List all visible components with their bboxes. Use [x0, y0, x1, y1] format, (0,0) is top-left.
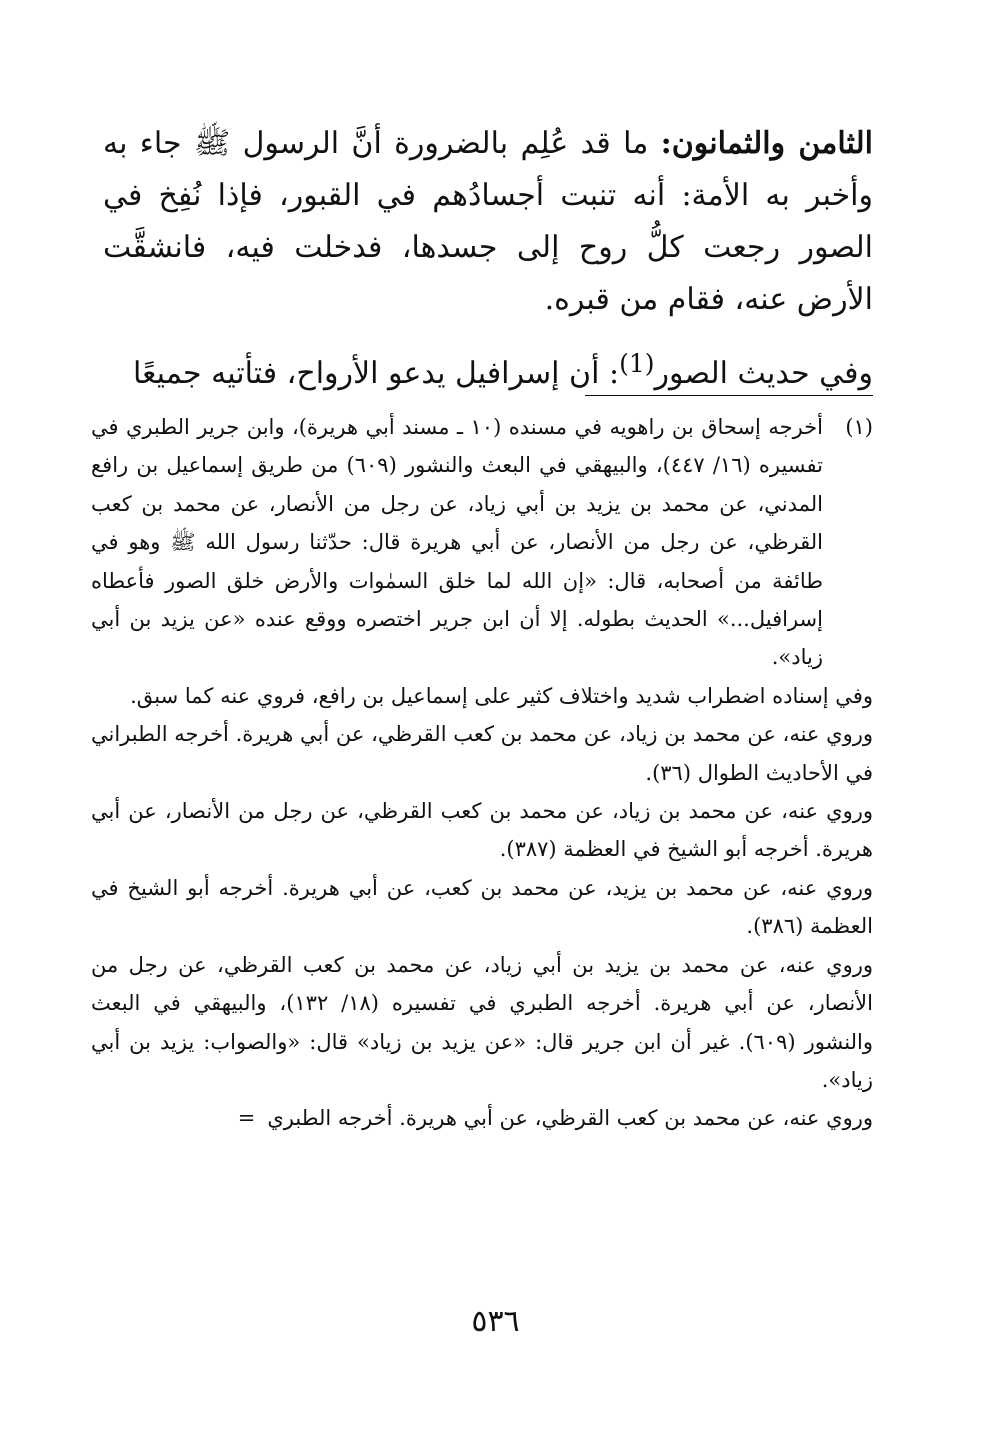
main-paragraph-2: [103, 338, 873, 400]
paragraph-2-end: : أن إسرافيل يدعو الأرواح، فتأتيه جميعًا: [133, 356, 620, 391]
footnote-number: (١): [845, 415, 873, 439]
continuation-mark: =: [237, 1106, 256, 1131]
page-number: ٥٣٦: [471, 1304, 520, 1339]
footnotes: [91, 408, 873, 1138]
paragraph-1-body: ما قد عُلِم بالضرورة أنَّ الرسول ﷺ جاء به وأخبر به الأمة: أنه تنبت أجسادُهم في القبور، فإذا نُفِخ في الصور رجعت كلُّ روح إلى جسدها، فدخلت فيه، فانشقَّت الأرض عنه، فقام من قبره.: [103, 126, 873, 317]
footnote-paragraph: وروي عنه، عن محمد بن زياد، عن محمد بن كعب القرظي، عن رجل من الأنصار، عن أبي هريرة. أخرجه أبو الشيخ في العظمة (٣٨٧).: [91, 799, 873, 862]
main-text: [103, 118, 873, 400]
footnote-1: [91, 408, 873, 677]
footnote-reference[interactable]: (1): [619, 349, 655, 378]
footnote-paragraph: وروي عنه، عن محمد بن يزيد، عن محمد بن كعب، عن أبي هريرة. أخرجه أبو الشيخ في العظمة (٣٨٦).: [91, 875, 873, 939]
footnote-1-text: أخرجه إسحاق بن راهويه في مسنده (١٠ ـ مسند أبي هريرة)، وابن جرير الطبري في تفسيره (١٦/ ٤٤٧)، والبيهقي في البعث والنشور (٦٠٩) من طريق إسماعيل بن رافع المدني، عن محمد بن يزيد بن أبي زياد، عن رجل من الأنصار، عن محمد بن كعب القرظي، عن رجل من الأنصار، عن أبي هريرة قال: حدّثنا رسول الله ﷺ وهو في طائفة من أصحابه، قال: «إن الله لما خلق السمٰوات والأرض خلق الصور فأعطاه إسرافيل...» الحديث بطوله. إلا أن ابن جرير اختصره ووقع عنده «عن يزيد بن أبي زياد».: [91, 415, 823, 670]
section-heading: الثامن والثمانون:: [660, 126, 873, 161]
footnote-last-text: وروي عنه، عن محمد بن كعب القرظي، عن أبي هريرة. أخرجه الطبري: [267, 1106, 873, 1131]
footnote-paragraph: وروي عنه، عن محمد بن زياد، عن محمد بن كعب القرظي، عن أبي هريرة. أخرجه الطبراني في الأحاديث الطوال (٣٦).: [91, 722, 873, 785]
footnote-paragraph: وروي عنه، عن محمد بن يزيد بن أبي زياد، عن محمد بن كعب القرظي، عن رجل من الأنصار، عن أبي هريرة. أخرجه الطبري في تفسيره (١٨/ ١٣٢)، والبيهقي في البعث والنشور (٦٠٩). غير أن ابن جرير قال: «عن يزيد بن زياد» قال: «والصواب: يزيد بن أبي زياد».: [91, 952, 873, 1092]
main-paragraph-1: [103, 118, 873, 326]
footnote-paragraph: وفي إسناده اضطراب شديد واختلاف كثير على إسماعيل بن رافع، فروي عنه كما سبق.: [130, 683, 873, 708]
footnote-paragraph-last: [91, 1099, 873, 1137]
footnote-separator: [585, 395, 873, 396]
paragraph-2-start: وفي حديث الصور: [654, 356, 873, 391]
